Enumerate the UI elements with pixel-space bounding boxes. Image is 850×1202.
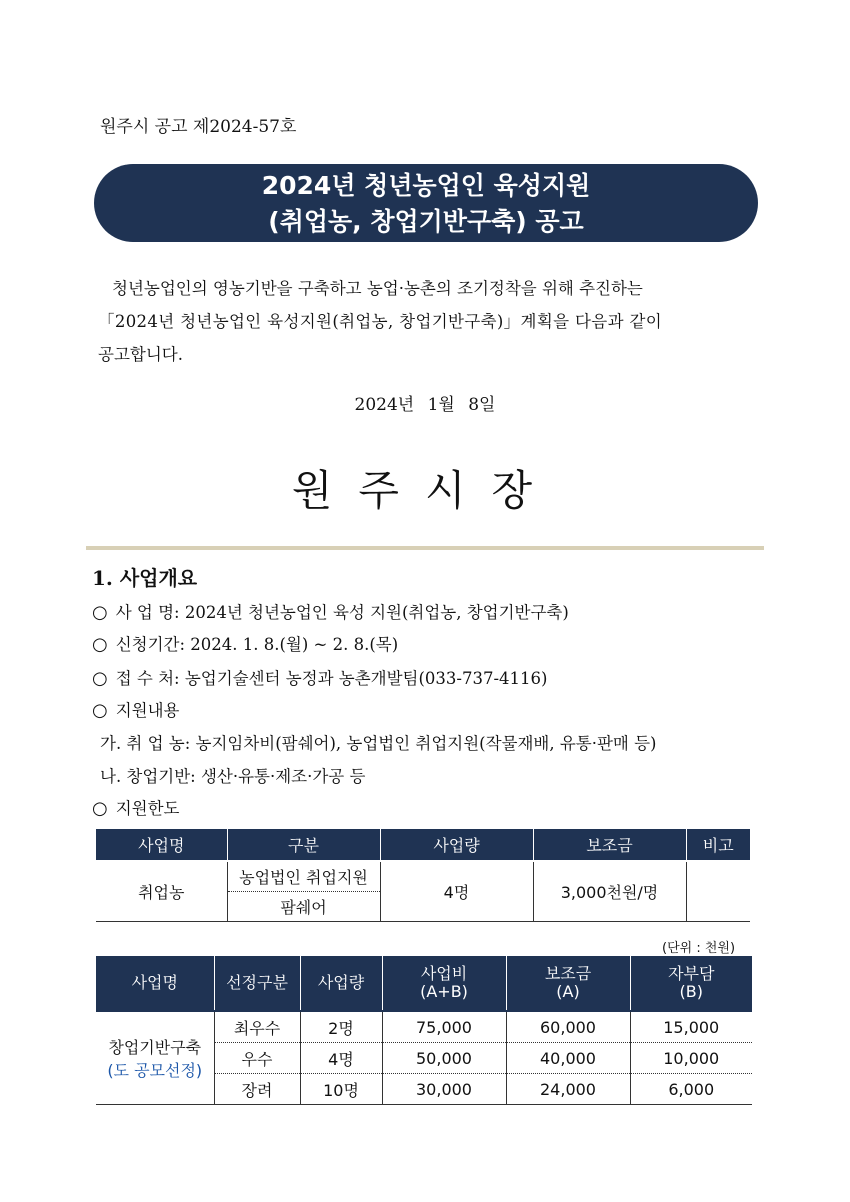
table-cell: 농업법인 취업지원: [227, 861, 380, 892]
table-cell: 10,000: [630, 1043, 752, 1074]
column-header: [382, 956, 506, 1011]
circle-bullet-icon: ○: [92, 634, 108, 655]
table-cell: 15,000: [630, 1011, 752, 1043]
overview-item: [92, 599, 569, 623]
overview-item-text: 지원내용: [115, 701, 180, 720]
intro-paragraph: [98, 272, 758, 371]
title-banner: [94, 164, 758, 242]
notice-number: 원주시 공고 제2024-57호: [100, 117, 297, 137]
support-sub-item: 가. 취 업 농: 농지임차비(팜쉐어), 농업법인 취업지원(작물재배, 유통·판매 등): [100, 734, 657, 753]
unit-note: (단위 : 천원): [662, 941, 736, 956]
overview-item-text: 지원한도: [115, 799, 180, 818]
column-header: 사업량: [380, 829, 533, 861]
overview-item-text: 사 업 명: 2024년 청년농업인 육성 지원(취업농, 창업기반구축): [115, 603, 569, 622]
program-name-note: (도 공모선정): [107, 1061, 203, 1080]
startup-support-table: [96, 956, 752, 1105]
table-cell: 60,000: [506, 1011, 630, 1043]
table-cell: 우수: [214, 1043, 300, 1074]
table-cell: 3,000천원/명: [533, 861, 686, 922]
program-name: 창업기반구축: [108, 1038, 202, 1057]
table-cell: 최우수: [214, 1011, 300, 1043]
overview-item-text: 신청기간: 2024. 1. 8.(월) ~ 2. 8.(목): [115, 635, 399, 654]
table-cell: 취업농: [96, 861, 227, 922]
circle-bullet-icon: ○: [92, 602, 108, 623]
table-row: [96, 861, 750, 892]
table-cell: 75,000: [382, 1011, 506, 1043]
intro-line-1: 청년농업인의 영농기반을 구축하고 농업·농촌의 조기정착을 위해 추진하는: [112, 279, 643, 298]
column-header: 비고: [686, 829, 750, 861]
circle-bullet-icon: ○: [92, 798, 108, 819]
column-header: 구분: [227, 829, 380, 861]
table-cell: 24,000: [506, 1074, 630, 1105]
section-divider: [86, 546, 764, 550]
table-row: [96, 1011, 752, 1043]
table-cell: 10명: [300, 1074, 382, 1105]
table-cell: 6,000: [630, 1074, 752, 1105]
table-header-row: [96, 956, 752, 1011]
support-sub-item: 나. 창업기반: 생산·유통·제조·가공 등: [100, 767, 366, 786]
table-cell: 4명: [380, 861, 533, 922]
overview-item: [92, 665, 547, 689]
table-cell: 장려: [214, 1074, 300, 1105]
table-cell: [686, 861, 750, 922]
column-header: 사업량: [300, 956, 382, 1011]
table-cell: 2명: [300, 1011, 382, 1043]
column-header: 보조금: [533, 829, 686, 861]
table-cell: 팜쉐어: [227, 892, 380, 922]
column-header: [506, 956, 630, 1011]
table-cell: 50,000: [382, 1043, 506, 1074]
table-cell: 40,000: [506, 1043, 630, 1074]
column-header-line: 보조금: [544, 964, 592, 983]
title-line-1: 2024년 청년농업인 육성지원: [261, 171, 591, 200]
intro-line-3: 공고합니다.: [98, 345, 183, 364]
table-cell: 4명: [300, 1043, 382, 1074]
employment-support-table: [96, 829, 750, 922]
column-header-line: (B): [679, 982, 703, 1001]
column-header-line: 자부담: [668, 964, 715, 983]
table-header-row: [96, 829, 750, 861]
column-header-line: (A): [556, 982, 580, 1001]
overview-item: [92, 697, 179, 721]
section-title: 1. 사업개요: [92, 566, 198, 590]
intro-line-2: 「2024년 청년농업인 육성지원(취업농, 창업기반구축)」계획을 다음과 같이: [98, 312, 663, 331]
column-header: 사업명: [96, 956, 214, 1011]
circle-bullet-icon: ○: [92, 668, 108, 689]
overview-item-text: 접 수 처: 농업기술센터 농정과 농촌개발팀(033-737-4116): [115, 669, 548, 688]
table-cell: [96, 1011, 214, 1105]
overview-item: [92, 631, 398, 655]
column-header: 선정구분: [214, 956, 300, 1011]
column-header-line: 사업비: [420, 964, 468, 983]
circle-bullet-icon: ○: [92, 700, 108, 721]
column-header: 사업명: [96, 829, 227, 861]
column-header-line: (A+B): [420, 982, 468, 1001]
overview-item: [92, 795, 179, 819]
column-header: [630, 956, 752, 1011]
title-line-2: (취업농, 창업기반구축) 공고: [268, 207, 584, 236]
issuer-name: 원주시장: [291, 466, 559, 515]
notice-date: 2024년 1월 8일: [354, 395, 496, 415]
table-cell: 30,000: [382, 1074, 506, 1105]
